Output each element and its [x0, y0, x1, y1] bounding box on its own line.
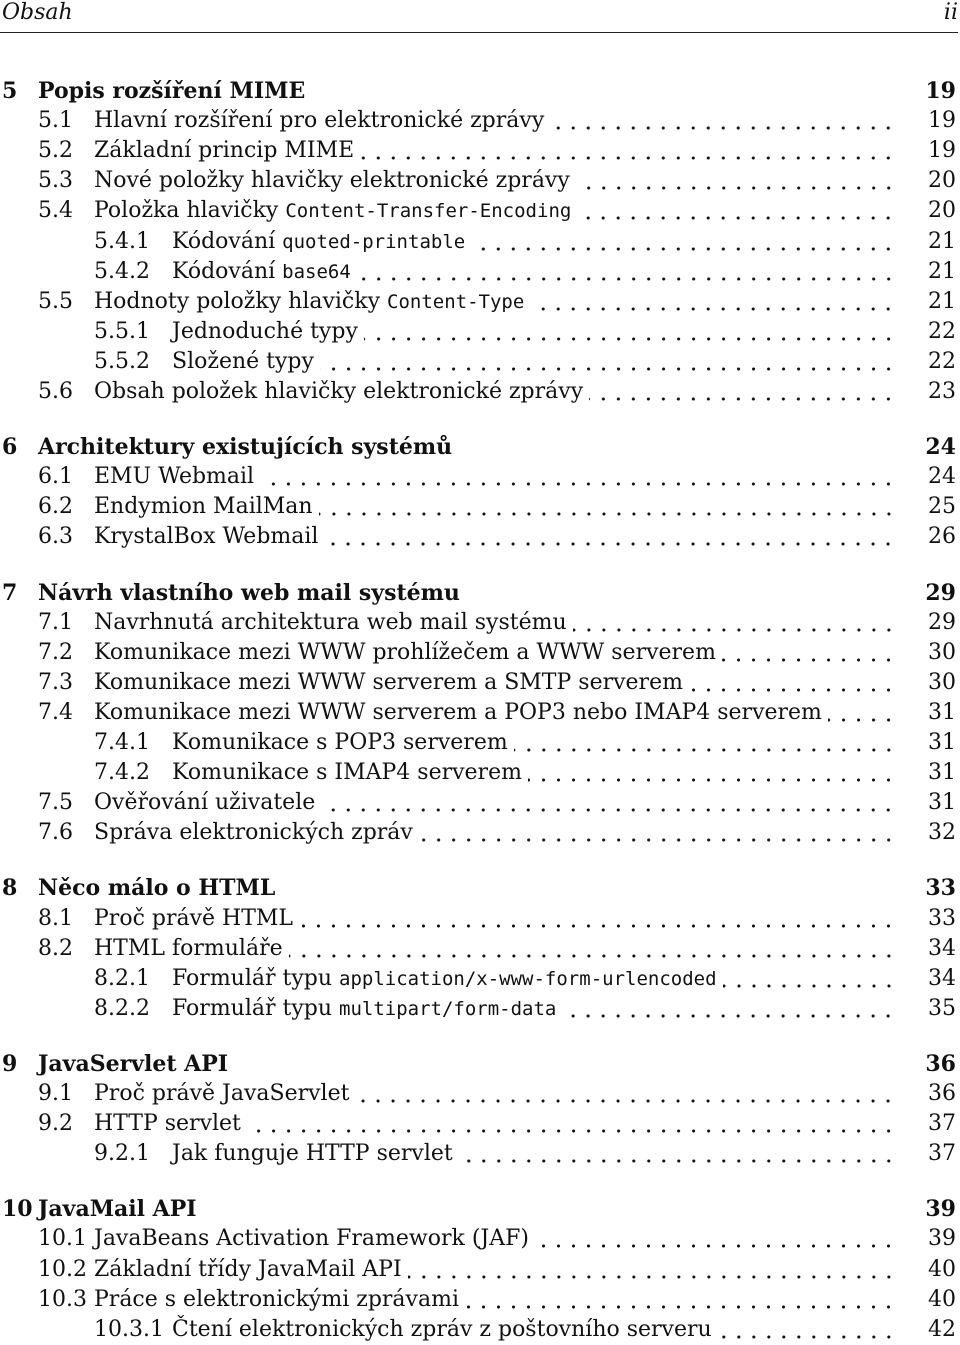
dot-leader [718, 1315, 896, 1345]
toc-entry[interactable] [0, 608, 958, 638]
dot-leader [419, 818, 896, 848]
toc-entry-title [38, 1049, 228, 1079]
toc-entry-number: 10.3.1 [94, 1316, 164, 1342]
toc-entry-title-code: multipart/form-data [339, 997, 557, 1020]
toc-entry-title [94, 698, 822, 728]
toc-entry-page: 19 [928, 108, 956, 134]
toc-entry-title [38, 873, 275, 903]
toc-entry-title-text: JavaServlet API [38, 1050, 229, 1077]
dot-leader [577, 196, 896, 226]
toc-entry-number: 8.2.1 [94, 965, 150, 991]
toc-entry-title-text: Formulář typu [172, 965, 340, 991]
toc-entry-title [172, 347, 314, 377]
toc-entry[interactable] [0, 1079, 958, 1109]
toc-entry-title [172, 964, 717, 994]
toc-entry[interactable] [0, 136, 958, 166]
toc-entry-number: 6.1 [38, 464, 73, 490]
toc-entry-title [94, 492, 313, 522]
toc-entry-title-text: Proč právě JavaServlet [94, 1081, 350, 1106]
toc-entry-number: 7.6 [38, 820, 73, 846]
toc-entry[interactable] [0, 818, 958, 848]
toc-entry-title-text: Nové položky hlavičky elektronické zprávy [94, 168, 570, 194]
toc-entry[interactable] [0, 287, 958, 317]
toc-entry-title [172, 1315, 712, 1345]
toc-entry-title-text: Návrh vlastního web mail systému [38, 579, 460, 606]
toc-entry-title [94, 1109, 241, 1139]
toc-entry[interactable] [0, 166, 958, 196]
toc-entry-title-text: EMU Webmail [94, 464, 255, 490]
dot-leader [465, 1285, 896, 1315]
toc-entry[interactable] [0, 317, 958, 347]
dot-leader [722, 638, 896, 668]
toc-entry[interactable] [0, 462, 958, 492]
toc-chapter-entry[interactable] [0, 1049, 958, 1079]
toc-entry-title-text: Základní třídy JavaMail API [94, 1256, 402, 1282]
dot-leader [828, 698, 896, 728]
toc-entry-title-text: Kódování [172, 228, 283, 254]
toc-entry-number: 5.5.1 [94, 318, 150, 344]
toc-entry-title-text: HTML formuláře [94, 935, 283, 961]
toc-entry-title [38, 1194, 197, 1224]
toc-entry-number: 8.1 [38, 905, 73, 931]
toc-entry-page: 39 [928, 1226, 956, 1252]
toc-entry-title [38, 432, 452, 462]
toc-entry-page: 29 [928, 609, 956, 635]
toc-entry-title-text: Proč právě HTML [94, 905, 294, 931]
toc-entry-number: 7.3 [38, 669, 73, 695]
toc-entry-number: 5 [2, 78, 18, 104]
toc-entry-title-text: Obsah položek hlavičky elektronické zprávy [94, 379, 584, 404]
toc-entry-title [94, 287, 524, 317]
toc-entry-page: 30 [928, 639, 956, 665]
toc-entry-page: 26 [928, 524, 956, 550]
toc-entry-page: 39 [925, 1196, 956, 1223]
toc-entry-number: 7.1 [38, 609, 73, 635]
toc-entry-title-code: application/x-www-form-urlencoded [339, 967, 717, 990]
toc-entry-title-text: Architektury existujících systémů [38, 434, 453, 461]
dot-leader [562, 994, 896, 1024]
toc-entry-page: 37 [928, 1111, 956, 1137]
dot-leader [589, 377, 896, 407]
toc-entry[interactable] [0, 904, 958, 934]
toc-entry-title [172, 1139, 453, 1169]
toc-entry-page: 20 [928, 168, 956, 194]
toc-entry[interactable] [0, 522, 958, 552]
toc-entry-title-text: Ověřování uživatele [94, 790, 316, 816]
toc-entry-number: 9.2.1 [94, 1141, 150, 1167]
toc-entry-title-text: HTTP servlet [94, 1111, 241, 1137]
toc-entry-title [94, 196, 571, 226]
toc-entry-page: 33 [928, 905, 956, 931]
toc-entry-title-text: Čtení elektronických zpráv z poštovního serveru [172, 1316, 712, 1342]
toc-entry-page: 23 [928, 379, 956, 404]
toc-entry[interactable] [0, 964, 958, 994]
toc-entry-page: 40 [928, 1286, 956, 1312]
toc-entry-number: 5.2 [38, 138, 73, 164]
toc-entry-title-text: Položka hlavičky [94, 198, 286, 224]
toc-entry-number: 7.4.2 [94, 760, 150, 786]
toc-entry-title-text: Komunikace s POP3 serverem [172, 730, 508, 755]
toc-entry-title [94, 788, 315, 818]
dot-leader [723, 964, 896, 994]
dot-leader [576, 166, 896, 196]
toc-entry-page: 24 [928, 464, 956, 490]
toc-entry-page: 32 [928, 820, 956, 846]
toc-entry[interactable] [0, 668, 958, 698]
toc-entry-title [38, 76, 305, 106]
toc-entry-title-text: Formulář typu [172, 995, 340, 1021]
toc-chapter-entry[interactable] [0, 578, 958, 608]
toc-entry[interactable] [0, 1285, 958, 1315]
toc-entry-number: 6 [2, 434, 18, 461]
toc-entry-page: 36 [925, 1050, 956, 1077]
toc-entry-title-code: Content-Type [387, 290, 525, 313]
dot-leader [320, 347, 896, 377]
toc-entry-title [94, 818, 413, 848]
dot-leader [550, 106, 896, 136]
dot-leader [689, 668, 896, 698]
dot-leader [530, 287, 896, 317]
toc-entry-title-text: Hodnoty položky hlavičky [94, 288, 388, 314]
toc-entry-title [94, 934, 283, 964]
toc-entry-number: 5.6 [38, 379, 73, 404]
toc-entry-title [172, 227, 465, 257]
toc-entry-title [94, 522, 318, 552]
dot-leader [321, 788, 896, 818]
toc-entry-number: 8 [2, 875, 18, 902]
toc-entry[interactable] [0, 1109, 958, 1139]
toc-entry[interactable] [0, 492, 958, 522]
dot-leader [299, 904, 896, 934]
toc-entry-page: 34 [928, 965, 956, 991]
toc-entry-page: 33 [925, 875, 956, 902]
toc-entry-title [94, 462, 254, 492]
dot-leader [408, 1255, 896, 1285]
toc-entry-number: 7 [2, 579, 18, 606]
toc-entry-title [94, 1224, 529, 1254]
toc-entry[interactable] [0, 758, 958, 788]
toc-entry-number: 8.2.2 [94, 995, 150, 1021]
toc-entry-title [172, 317, 358, 347]
toc-entry-title [172, 728, 508, 758]
toc-entry-page: 21 [928, 258, 956, 284]
toc-entry-title-text: Komunikace s IMAP4 serverem [172, 760, 522, 786]
dot-leader [289, 934, 896, 964]
toc-entry-title [172, 257, 351, 287]
toc-entry-title [94, 1285, 459, 1315]
dot-leader [471, 227, 896, 257]
toc-entry-title-text: Jednoduché typy [172, 318, 358, 344]
dot-leader [324, 522, 896, 552]
toc-entry-number: 5.4.1 [94, 228, 150, 254]
toc-entry-title-text: JavaBeans Activation Framework (JAF) [94, 1226, 529, 1252]
toc-entry-title [38, 578, 460, 608]
toc-entry-title-text: Jak funguje HTTP servlet [172, 1141, 453, 1167]
toc-entry-title [94, 166, 570, 196]
toc-entry[interactable] [0, 934, 958, 964]
toc-entry-page: 34 [928, 935, 956, 961]
toc-entry-title-text: Práce s elektronickými zprávami [94, 1286, 459, 1312]
toc-entry-page: 35 [928, 995, 956, 1021]
dot-leader [514, 728, 896, 758]
toc-entry[interactable] [0, 1139, 958, 1169]
toc-entry-number: 6.3 [38, 524, 73, 550]
toc-entry-page: 40 [928, 1256, 956, 1282]
toc-entry-page: 31 [928, 730, 956, 755]
toc-entry[interactable] [0, 788, 958, 818]
toc-entry[interactable] [0, 196, 958, 226]
toc-entry[interactable] [0, 1255, 958, 1285]
toc-entry-title [94, 904, 293, 934]
toc-entry-title-code: base64 [282, 260, 351, 283]
toc-entry-title-code: Content-Transfer-Encoding [285, 200, 572, 223]
running-head-page-number: ii [943, 0, 958, 25]
toc-entry-number: 7.4 [38, 699, 73, 725]
dot-leader [364, 317, 896, 347]
dot-leader [573, 608, 896, 638]
toc-entry-title-text: KrystalBox Webmail [94, 524, 319, 550]
toc-entry-page: 21 [928, 228, 956, 254]
toc-entry-title [94, 638, 716, 668]
toc-entry-number: 6.2 [38, 494, 73, 520]
toc-entry-number: 5.4.2 [94, 258, 150, 284]
dot-leader [357, 257, 896, 287]
toc-entry-number: 9.2 [38, 1111, 73, 1137]
toc-entry-number: 5.3 [38, 168, 73, 194]
toc-entry[interactable] [0, 257, 958, 287]
toc-entry[interactable] [0, 106, 958, 136]
toc-entry-number: 9.1 [38, 1081, 73, 1106]
toc-entry-title-text: Kódování [172, 258, 283, 284]
toc-entry-page: 42 [928, 1316, 956, 1342]
toc-chapter-entry[interactable] [0, 873, 958, 903]
dot-leader [260, 462, 896, 492]
toc-entry-number: 5.5 [38, 288, 73, 314]
toc-entry[interactable] [0, 1315, 958, 1345]
toc-entry-number: 8.2 [38, 935, 73, 961]
toc-entry-number: 10 [2, 1196, 33, 1223]
toc-entry-number: 10.1 [38, 1226, 87, 1252]
toc-entry-number: 7.5 [38, 790, 73, 816]
toc-entry-title [94, 136, 354, 166]
toc-chapter-entry[interactable] [0, 76, 958, 106]
toc-entry-number: 10.2 [38, 1256, 87, 1282]
toc-entry-title-text: Komunikace mezi WWW serverem a POP3 nebo IMAP4 serverem [94, 699, 822, 725]
toc-entry[interactable] [0, 728, 958, 758]
toc-entry-title [172, 758, 522, 788]
toc-entry-page: 31 [928, 699, 956, 725]
toc-entry[interactable] [0, 994, 958, 1024]
toc-entry-page: 31 [928, 760, 956, 786]
toc-entry-page: 24 [925, 434, 956, 461]
toc-entry-page: 20 [928, 198, 956, 224]
toc-entry[interactable] [0, 1224, 958, 1254]
toc-entry[interactable] [0, 227, 958, 257]
running-head-title: Obsah [2, 0, 73, 25]
toc-entry[interactable] [0, 347, 958, 377]
toc-chapter-entry[interactable] [0, 1194, 958, 1224]
toc-entry-title [172, 994, 556, 1024]
toc-entry-title-code: quoted-printable [282, 230, 466, 253]
toc-entry-title-text: JavaMail API [38, 1196, 197, 1223]
toc-entry-number: 7.2 [38, 639, 73, 665]
toc-entry-page: 25 [928, 494, 956, 520]
toc-entry-title-text: Popis rozšíření MIME [38, 78, 306, 104]
toc-entry-title [94, 608, 567, 638]
toc-entry-number: 5.4 [38, 198, 73, 224]
toc-entry[interactable] [0, 698, 958, 728]
toc-entry-page: 22 [928, 318, 956, 344]
toc-entry-title-text: Komunikace mezi WWW serverem a SMTP serverem [94, 669, 683, 695]
toc-entry-title-text: Správa elektronických zpráv [94, 820, 413, 846]
toc-entry-title [94, 377, 583, 407]
toc-entry-number: 5.1 [38, 108, 73, 134]
toc-entry-page: 29 [925, 579, 956, 606]
toc-entry[interactable] [0, 377, 958, 407]
toc-entry-number: 5.5.2 [94, 348, 150, 374]
toc-entry-number: 9 [2, 1050, 18, 1077]
toc-entry-title-text: Složené typy [172, 348, 314, 374]
toc-entry[interactable] [0, 638, 958, 668]
toc-entry-title [94, 106, 544, 136]
toc-entry-page: 19 [925, 78, 956, 104]
toc-entry-title-text: Komunikace mezi WWW prohlížečem a WWW serverem [94, 639, 716, 665]
dot-leader [360, 136, 896, 166]
toc-entry-title-text: Endymion MailMan [94, 494, 313, 520]
toc-entry-title [94, 1255, 402, 1285]
toc-entry-number: 10.3 [38, 1286, 87, 1312]
dot-leader [247, 1109, 896, 1139]
toc-entry-title-text: Něco málo o HTML [38, 875, 276, 902]
toc-entry-page: 19 [928, 138, 956, 164]
toc-entry-title-text: Základní princip MIME [94, 138, 355, 164]
toc-entry-page: 21 [928, 288, 956, 314]
toc-entry-title [94, 1079, 349, 1109]
dot-leader [355, 1079, 896, 1109]
toc-entry-number: 7.4.1 [94, 730, 150, 755]
toc-entry-page: 31 [928, 790, 956, 816]
toc-entry-page: 36 [928, 1081, 956, 1106]
dot-leader [528, 758, 896, 788]
dot-leader [535, 1224, 896, 1254]
toc-entry-title-text: Hlavní rozšíření pro elektronické zprávy [94, 108, 545, 134]
dot-leader [319, 492, 896, 522]
dot-leader [459, 1139, 896, 1169]
toc-chapter-entry[interactable] [0, 432, 958, 462]
toc-entry-page: 30 [928, 669, 956, 695]
toc-entry-page: 37 [928, 1141, 956, 1167]
toc-entry-page: 22 [928, 348, 956, 374]
toc-entry-title [94, 668, 683, 698]
toc-entry-title-text: Navrhnutá architektura web mail systému [94, 609, 567, 635]
